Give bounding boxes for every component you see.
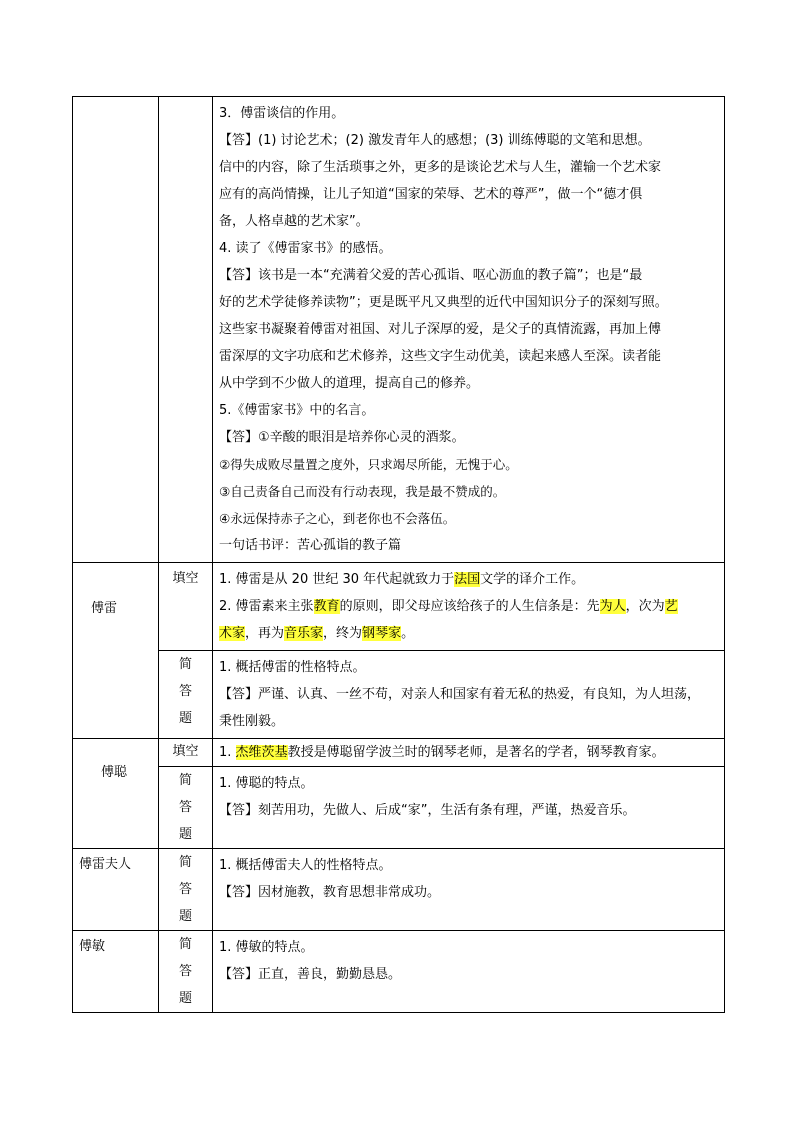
short-answer-line: 【答】因材施教，教育思想非常成功。 (219, 885, 441, 900)
highlighted-answer: 杰维茨基 (235, 745, 288, 760)
empty-type-cell (159, 97, 213, 563)
question-4: 4. 读了《傅雷家书》的感悟。 (219, 241, 392, 256)
highlighted-answer: 音乐家 (284, 626, 324, 641)
type-cell-short (159, 651, 213, 739)
quote-line: ③自己责备自己而没有行动表现，我是最不赞成的。 (219, 484, 506, 499)
short-question: 1. 傅敏的特点。 (219, 940, 314, 955)
character-cell-fumin (73, 931, 159, 1013)
answer-4-line: 从中学到不少做人的道理，提高自己的修养。 (219, 376, 480, 391)
short-answer-line: 【答】严谨、认真、一丝不苟，对亲人和国家有着无私的热爱，有良知，为人坦荡， (219, 687, 701, 702)
madame-short-row (73, 849, 725, 931)
short-question: 1. 概括傅雷夫人的性格特点。 (219, 858, 392, 873)
fumin-short-row (73, 931, 725, 1013)
short-answer-line: 【答】正直，善良，勤勤恳恳。 (219, 967, 402, 982)
type-label-short: 简 答 题 (178, 773, 192, 842)
quote-line: ④永远保持赤子之心，到老你也不会落伍。 (219, 511, 456, 526)
answer-3-line: 备，人格卓越的艺术家”。 (219, 214, 369, 229)
fulei-fill-row (73, 563, 725, 651)
character-cell-fucong (73, 739, 159, 849)
highlighted-answer: 法国 (454, 572, 481, 587)
answer-3-line: 应有的高尚情操，让儿子知道“国家的荣辱、艺术的尊严”，做一个“德才俱 (219, 187, 643, 202)
fill-question-2: 2. 傅雷素来主张教育的原则，即父母应该给孩子的人生信条是：先为人，次为艺 (219, 599, 678, 614)
type-cell-short (159, 849, 213, 931)
character-name: 傅雷夫人 (79, 857, 132, 872)
highlighted-answer: 术家 (219, 626, 246, 641)
type-label-fill: 填空 (172, 744, 199, 759)
fucong-short-content (213, 767, 725, 849)
type-label-short: 简 答 题 (178, 855, 192, 924)
character-cell-madame (73, 849, 159, 931)
quote-line: ②得失成败尽量置之度外，只求竭尽所能，无愧于心。 (219, 457, 518, 472)
fucong-fill-content (213, 739, 725, 767)
answer-4-line: 好的艺术学徒修养读物”；更是既平凡又典型的近代中国知识分子的深刻写照。 (219, 295, 668, 310)
fumin-short-content (213, 931, 725, 1013)
character-name: 傅敏 (79, 939, 106, 954)
answer-3-line: 【答】(1) 讨论艺术；(2) 激发青年人的感想；(3) 训练傅聪的文笔和思想。 (219, 133, 651, 148)
madame-short-content (213, 849, 725, 931)
character-name: 傅聪 (101, 765, 128, 780)
type-cell-short (159, 931, 213, 1013)
fulei-fill-content (213, 563, 725, 651)
answer-3-line: 信中的内容，除了生活琐事之外，更多的是谈论艺术与人生，灌输一个艺术家 (219, 160, 662, 175)
answer-4-line: 雷深厚的文字功底和艺术修养，这些文字生动优美，读起来感人至深。读者能 (219, 349, 662, 364)
type-cell-fill (159, 739, 213, 767)
question-3: 3．傅雷谈信的作用。 (219, 106, 345, 121)
answer-4-line: 【答】该书是一本“充满着父爱的苦心孤诣、呕心沥血的教子篇”；也是“最 (219, 268, 643, 283)
book-review: 一句话书评：苦心孤诣的教子篇 (219, 538, 402, 553)
fulei-short-row (73, 651, 725, 739)
study-notes-table (72, 96, 725, 1013)
empty-character-cell (73, 97, 159, 563)
highlighted-answer: 教育 (313, 599, 340, 614)
type-cell-short (159, 767, 213, 849)
fulei-short-content (213, 651, 725, 739)
book-questions-row (73, 97, 725, 563)
character-name: 傅雷 (91, 601, 118, 616)
highlighted-answer: 为人 (599, 599, 626, 614)
short-answer-line: 秉性刚毅。 (219, 714, 285, 729)
fill-question-1: 1. 傅雷是从 20 世纪 30 年代起就致力于法国文学的译介工作。 (219, 572, 585, 587)
answer-4-line: 这些家书凝聚着傅雷对祖国、对儿子深厚的爱，是父子的真情流露，再加上傅 (219, 322, 662, 337)
type-label-short: 简 答 题 (178, 657, 192, 726)
type-cell-fill (159, 563, 213, 651)
question-5: 5.《傅雷家书》中的名言。 (219, 403, 375, 418)
book-questions-cell (213, 97, 725, 563)
type-label-short: 简 答 题 (178, 937, 192, 1006)
character-cell-fulei (73, 563, 159, 739)
short-question: 1. 概括傅雷的性格特点。 (219, 660, 366, 675)
short-answer-line: 【答】刻苦用功，先做人、后成“家”，生活有条有理，严谨，热爱音乐。 (219, 803, 636, 818)
highlighted-answer: 艺 (664, 599, 678, 614)
highlighted-answer: 钢琴家 (362, 626, 402, 641)
quote-line: 【答】①辛酸的眼泪是培养你心灵的酒浆。 (219, 430, 465, 445)
fucong-fill-row (73, 739, 725, 767)
type-label-fill: 填空 (172, 571, 199, 586)
short-question: 1. 傅聪的特点。 (219, 776, 314, 791)
fucong-short-row (73, 767, 725, 849)
fill-question-2-cont: 术家，再为音乐家，终为钢琴家。 (219, 626, 415, 641)
fill-question-1: 1. 杰维茨基教授是傅聪留学波兰时的钢琴老师，是著名的学者，钢琴教育家。 (219, 745, 665, 760)
